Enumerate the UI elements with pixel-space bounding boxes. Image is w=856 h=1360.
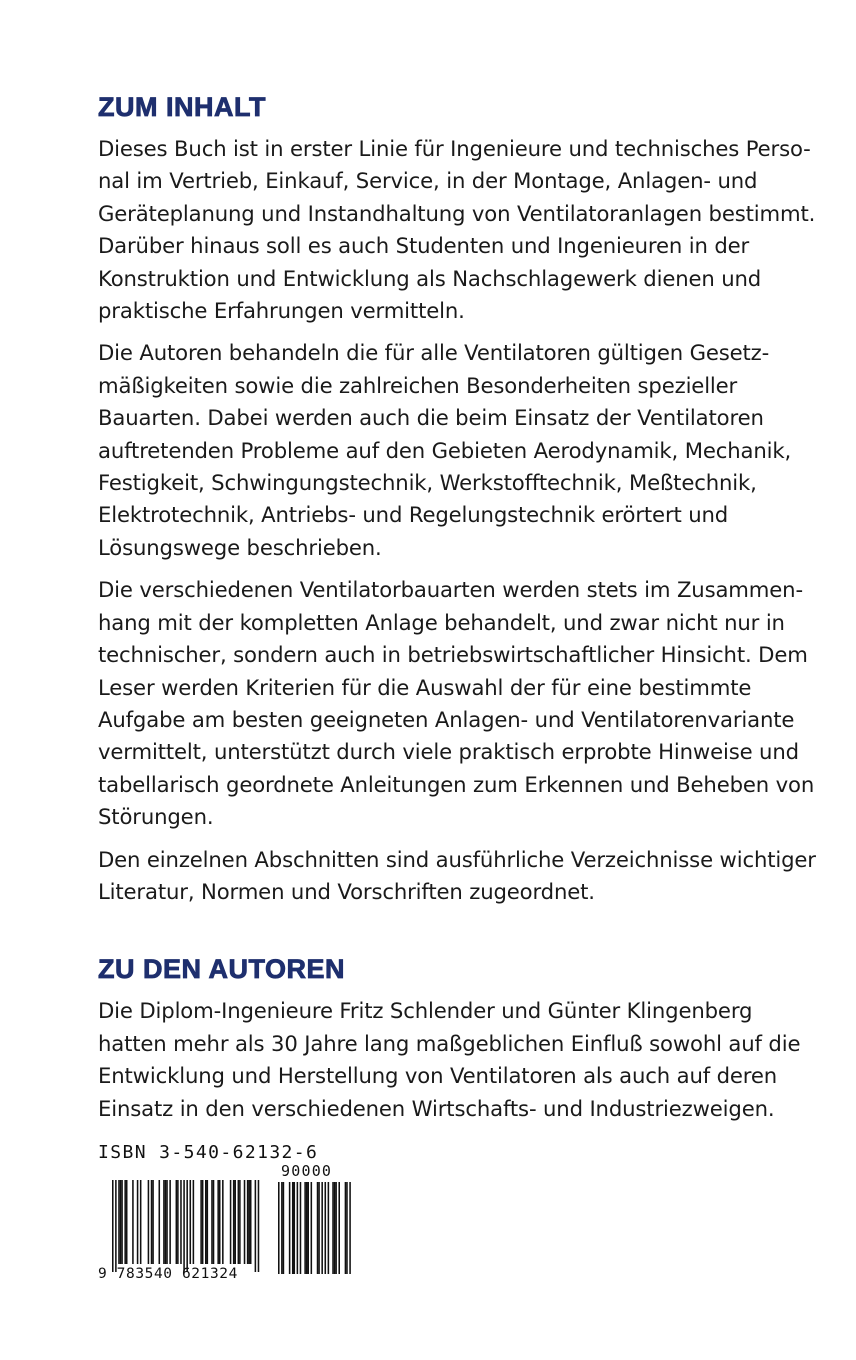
barcode-bar	[126, 1180, 128, 1264]
addon-bar	[334, 1182, 336, 1274]
text-line: Aufgabe am besten geeigneten Anlagen- und Ventilatorenvariante	[98, 706, 795, 732]
text-line: hang mit der kompletten Anlage behandelt, und zwar nicht nur in	[98, 609, 785, 635]
barcode-bar	[132, 1180, 134, 1264]
barcode-bar	[250, 1180, 252, 1264]
text-line: Lösungswege beschrieben.	[98, 534, 382, 560]
inhalt-paragraphs	[98, 133, 816, 908]
text-line: vermittelt, unterstützt durch viele praktisch erprobte Hinweise und	[98, 739, 799, 765]
text-line: Konstruktion und Entwicklung als Nachschlagewerk dienen und	[98, 265, 762, 291]
barcode-bar	[248, 1180, 250, 1264]
barcode-bar	[169, 1180, 171, 1264]
barcode-bar	[176, 1180, 178, 1264]
barcode-bar	[177, 1180, 179, 1264]
text-line: Leser werden Kriterien für die Auswahl der für eine bestimmte	[98, 674, 752, 700]
barcode-bar	[118, 1180, 120, 1264]
addon-bar	[338, 1182, 340, 1274]
barcode-graphic	[98, 1162, 358, 1282]
barcode-bar	[255, 1180, 257, 1272]
barcode-bar	[239, 1180, 241, 1264]
inhalt-paragraph	[98, 574, 815, 833]
barcode-bar	[115, 1180, 117, 1272]
addon-bar	[289, 1182, 291, 1274]
section-zum-inhalt	[98, 92, 816, 908]
barcode-bar	[148, 1180, 150, 1264]
inhalt-paragraph	[98, 133, 816, 327]
barcode-bar	[205, 1180, 207, 1264]
addon-bar	[300, 1182, 302, 1274]
text-line: Dieses Buch ist in erster Linie für Ingenieure und technisches Perso-	[98, 136, 811, 161]
barcode-bar	[140, 1180, 142, 1264]
text-line: praktische Erfahrungen vermitteln.	[98, 298, 465, 324]
barcode-bar	[193, 1180, 195, 1264]
ean-digits: 9 783540 621324	[98, 1266, 238, 1282]
addon-bars	[278, 1182, 351, 1274]
text-line: auftretenden Probleme auf den Gebieten Aerodynamik, Mechanik,	[98, 437, 792, 463]
text-line: Störungen.	[98, 804, 214, 830]
addon-bar	[278, 1182, 280, 1274]
barcode-bar	[124, 1180, 126, 1264]
barcode-bar	[200, 1180, 202, 1264]
barcode-bar	[211, 1180, 213, 1264]
ean13-bars	[112, 1180, 259, 1272]
text-line: Festigkeit, Schwingungstechnik, Werkstofftechnik, Meßtechnik,	[98, 470, 757, 496]
addon-bar	[281, 1182, 283, 1274]
barcode-bar	[219, 1180, 221, 1264]
addon-bar	[317, 1182, 319, 1274]
isbn-label: ISBN 3-540-62132-6	[98, 1142, 319, 1163]
addon-bar	[307, 1182, 309, 1274]
barcode-bar	[222, 1180, 224, 1264]
barcode-bar	[151, 1180, 153, 1264]
inhalt-paragraph	[98, 844, 816, 909]
barcode-bar	[230, 1180, 232, 1264]
barcode-bar	[165, 1180, 167, 1264]
text-line: Die verschiedenen Ventilatorbauarten werden stets im Zusammen-	[98, 577, 803, 603]
barcode-bar	[112, 1180, 114, 1272]
barcode-bar	[159, 1180, 161, 1264]
addon-bar	[321, 1182, 323, 1274]
section-zu-den-autoren	[98, 954, 808, 1125]
barcode-bar	[183, 1180, 185, 1272]
barcode-bar	[152, 1180, 154, 1264]
text-line: tabellarisch geordnete Anleitungen zum Erkennen und Beheben von	[98, 771, 815, 797]
heading-zu-den-autoren: ZU DEN AUTOREN	[98, 954, 346, 985]
barcode-bar	[234, 1180, 236, 1264]
text-line: mäßigkeiten sowie die zahlreichen Besonderheiten spezieller	[98, 372, 738, 398]
text-line: Geräteplanung und Instandhaltung von Ventilatoranlagen bestimmt.	[98, 200, 816, 226]
inhalt-paragraph	[98, 337, 808, 564]
addon-bar	[328, 1182, 330, 1274]
barcode-bar	[207, 1180, 209, 1264]
addon-bar	[311, 1182, 313, 1274]
text-line: Bauarten. Dabei werden auch die beim Einsatz der Ventilatoren	[98, 405, 764, 431]
addon-bar	[297, 1182, 299, 1274]
text-line: Die Autoren behandeln die für alle Ventilatoren gültigen Gesetz-	[98, 340, 770, 366]
barcode-bar	[120, 1180, 122, 1264]
addon-bar	[304, 1182, 306, 1274]
text-line: hatten mehr als 30 Jahre lang maßgeblichen Einfluß sowohl auf die	[98, 1030, 801, 1056]
addon-digits: 90000	[281, 1162, 333, 1180]
barcode-bar	[247, 1180, 249, 1264]
barcode-bar	[202, 1180, 204, 1264]
barcode-bar	[244, 1180, 246, 1264]
addon-bar	[345, 1182, 347, 1274]
barcode-bar	[121, 1180, 123, 1264]
text-line: Elektrotechnik, Antriebs- und Regelungstechnik erörtert und	[98, 502, 729, 528]
addon-bar	[335, 1182, 337, 1274]
addon-bar	[349, 1182, 351, 1274]
text-line: Darüber hinaus soll es auch Studenten und Ingenieuren in der	[98, 233, 750, 259]
barcode-bar	[233, 1180, 235, 1264]
barcode-bar	[180, 1180, 182, 1264]
barcode-bar	[258, 1180, 260, 1272]
addon-bar	[283, 1182, 285, 1274]
addon-bar	[332, 1182, 334, 1274]
text-line: Literatur, Normen und Vorschriften zugeordnet.	[98, 878, 595, 904]
barcode-bar	[166, 1180, 168, 1264]
text-line: Entwicklung und Herstellung von Ventilatoren als auch auf deren	[98, 1063, 778, 1089]
autoren-paragraphs	[98, 995, 808, 1125]
barcode-bar	[190, 1180, 192, 1264]
addon-bar	[325, 1182, 327, 1274]
heading-zum-inhalt: ZUM INHALT	[98, 92, 266, 122]
barcode-bar	[186, 1180, 188, 1272]
addon-bar	[318, 1182, 320, 1274]
isbn-barcode	[98, 1144, 358, 1282]
text-line: technischer, sondern auch in betriebswirtschaftlicher Hinsicht. Dem	[98, 642, 808, 668]
text-line: Den einzelnen Abschnitten sind ausführliche Verzeichnisse wichtiger	[98, 846, 816, 872]
addon-bar	[292, 1182, 294, 1274]
barcode-bar	[238, 1180, 240, 1264]
addon-bar	[294, 1182, 296, 1274]
addon-bar	[346, 1182, 348, 1274]
barcode-bar	[213, 1180, 215, 1264]
autoren-paragraph	[98, 995, 808, 1125]
barcode-bar	[163, 1180, 165, 1264]
text-line: Die Diplom-Ingenieure Fritz Schlender und Günter Klingenberg	[98, 998, 753, 1024]
back-cover-text	[98, 92, 816, 1135]
text-line: nal im Vertrieb, Einkauf, Service, in der Montage, Anlagen- und	[98, 168, 758, 194]
addon-bar	[306, 1182, 308, 1274]
barcode-bar	[137, 1180, 139, 1264]
text-line: Einsatz in den verschiedenen Wirtschafts- und Industriezweigen.	[98, 1095, 775, 1121]
barcode-bar	[217, 1180, 219, 1264]
